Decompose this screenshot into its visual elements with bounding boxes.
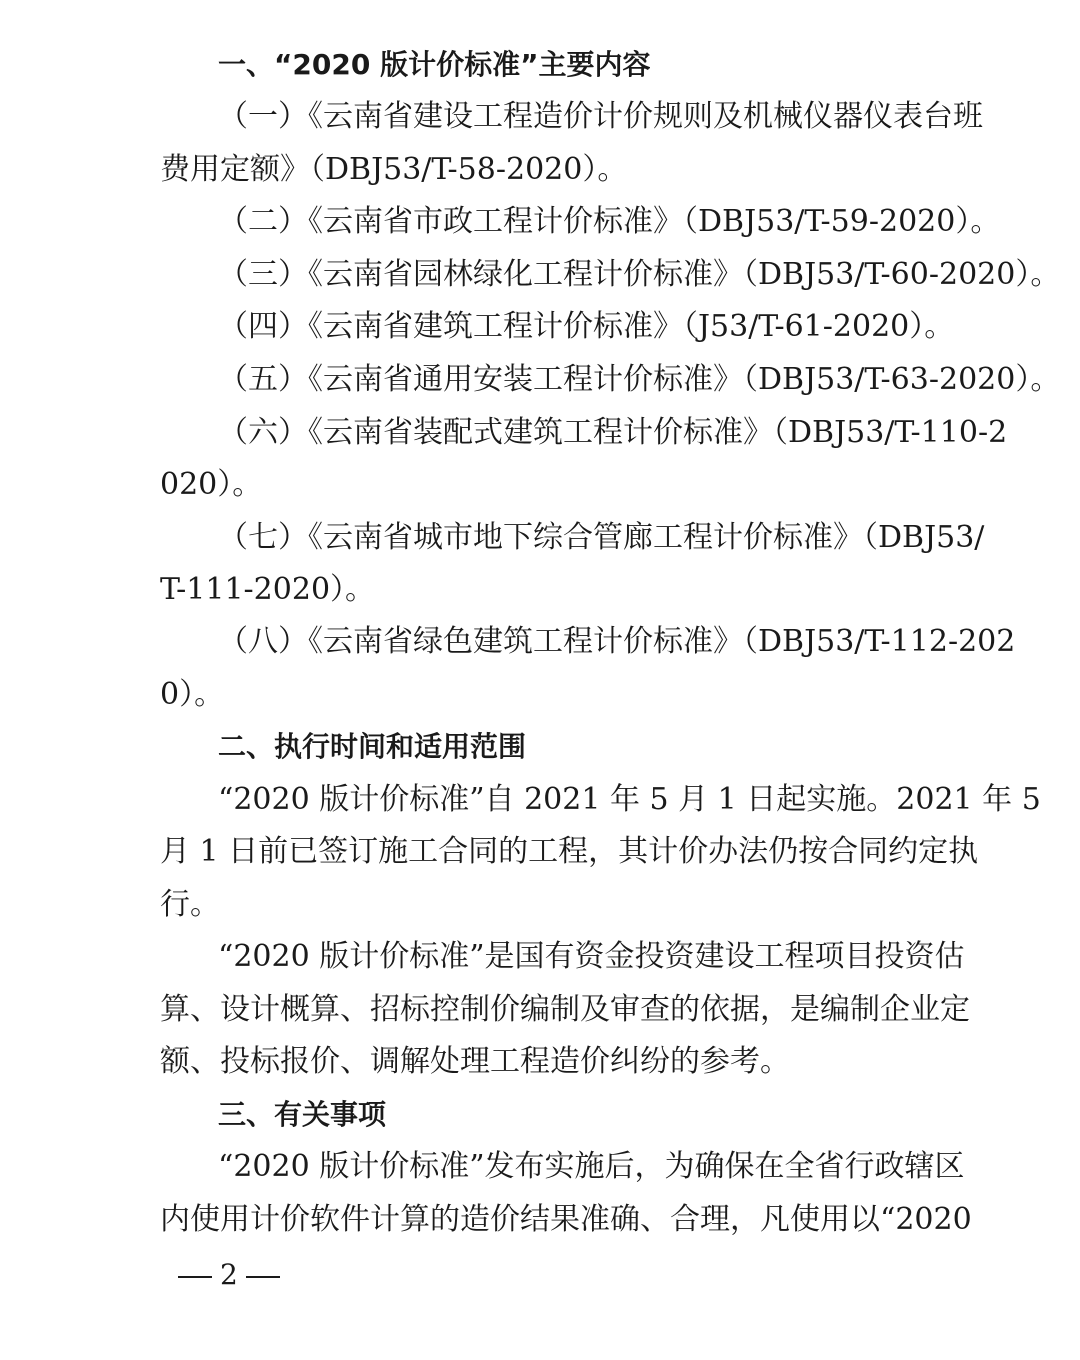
list-item-line: （三）《云南省园林绿化工程计价标准》（DBJ53/T-60-2020）。 (218, 257, 1061, 292)
list-item-line: （四）《云南省建筑工程计价标准》（J53/T-61-2020）。 (218, 309, 955, 344)
paragraph-line: 月 1 日前已签订施工合同的工程，其计价办法仍按合同约定执 (160, 834, 979, 869)
list-item-line: 020）。 (160, 467, 263, 502)
paragraph-line: “2020 版计价标准”发布实施后，为确保在全省行政辖区 (218, 1149, 965, 1184)
section-heading: 一、“2020 版计价标准”主要内容 (218, 48, 651, 81)
list-item-line: （七）《云南省城市地下综合管廊工程计价标准》（DBJ53/ (218, 520, 985, 555)
page-number (170, 1255, 288, 1295)
page-number-value: 2 (220, 1258, 238, 1291)
section-heading: 二、执行时间和适用范围 (218, 730, 527, 763)
dash-left (178, 1276, 212, 1278)
paragraph-line: 额、投标报价、调解处理工程造价纠纷的参考。 (160, 1044, 790, 1079)
list-item-line: （五）《云南省通用安装工程计价标准》（DBJ53/T-63-2020）。 (218, 362, 1061, 397)
section-heading: 三、有关事项 (218, 1098, 387, 1131)
list-item-line: （八）《云南省绿色建筑工程计价标准》（DBJ53/T-112-202 (218, 624, 1016, 659)
paragraph-line: 内使用计价软件计算的造价结果准确、合理，凡使用以“2020 (160, 1202, 972, 1237)
list-item-line: （二）《云南省市政工程计价标准》（DBJ53/T-59-2020）。 (218, 204, 1001, 239)
list-item-line: （一）《云南省建设工程造价计价规则及机械仪器仪表台班 (218, 99, 983, 134)
dash-right (246, 1276, 280, 1278)
paragraph-line: “2020 版计价标准”是国有资金投资建设工程项目投资估 (218, 939, 965, 974)
list-item-line: T-111-2020）。 (160, 572, 376, 607)
paragraph-line: 行。 (160, 887, 220, 922)
paragraph-line: “2020 版计价标准”自 2021 年 5 月 1 日起实施。2021 年 5 (218, 782, 1041, 817)
list-item-line: 0）。 (160, 677, 225, 712)
list-item-line: （六）《云南省装配式建筑工程计价标准》（DBJ53/T-110-2 (218, 415, 1008, 450)
list-item-line: 费用定额》（DBJ53/T-58-2020）。 (160, 152, 628, 187)
paragraph-line: 算、设计概算、招标控制价编制及审查的依据，是编制企业定 (160, 992, 970, 1027)
